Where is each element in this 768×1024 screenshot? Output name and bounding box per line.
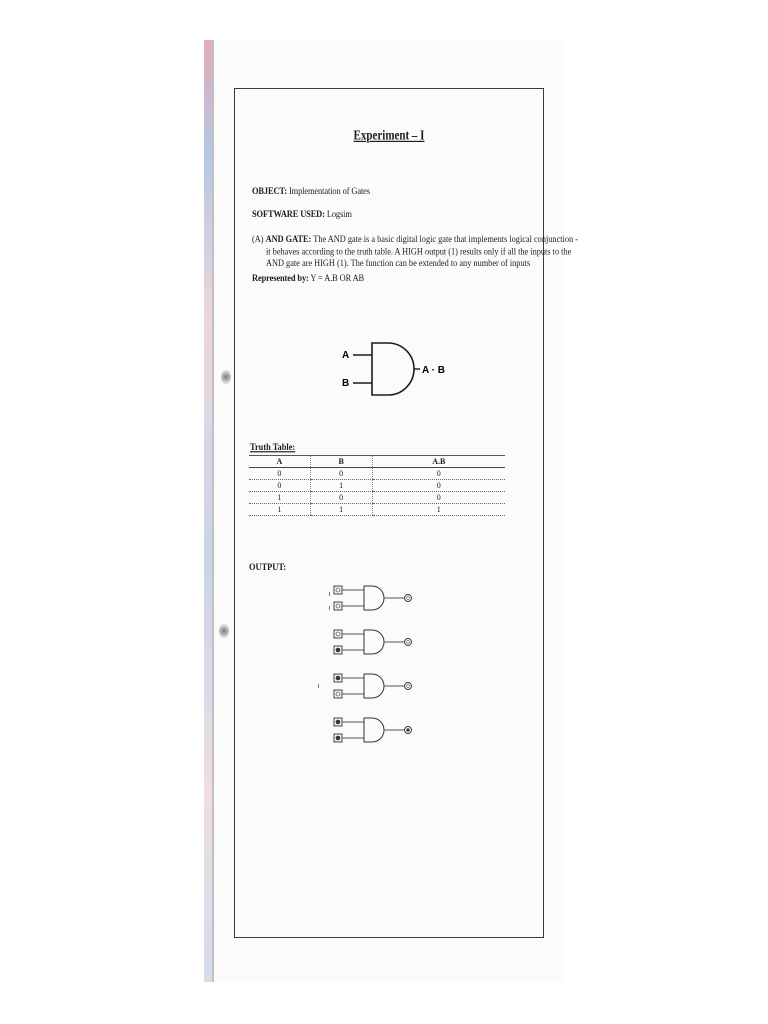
cell-a: 0 — [249, 468, 310, 480]
input-pin — [334, 630, 342, 638]
table-row — [249, 492, 505, 504]
software-label: SOFTWARE USED: — [252, 209, 325, 220]
experiment-title: Experiment – I — [353, 128, 425, 144]
cell-b: 1 — [310, 480, 372, 492]
cell-ab: 1 — [372, 504, 505, 516]
input-pin — [334, 602, 342, 610]
header-a: A — [249, 456, 310, 468]
cell-a: 1 — [249, 504, 310, 516]
cell-ab: 0 — [372, 492, 505, 504]
cell-ab: 0 — [372, 468, 505, 480]
binder-strip — [204, 40, 212, 982]
and-gate-symbol — [336, 338, 452, 400]
header-ab: A.B — [372, 456, 505, 468]
header-b: B — [310, 456, 372, 468]
logisim-circuit — [334, 630, 412, 654]
represented-value: Y = A.B OR AB — [310, 273, 365, 284]
output-pin-state — [407, 729, 410, 732]
and-prefix: (A) — [252, 234, 264, 245]
cell-a: 0 — [249, 480, 310, 492]
logisim-circuit — [334, 674, 412, 698]
object-value: Implementation of Gates — [288, 186, 370, 197]
and-desc-line3: AND gate are HIGH (1). The function can be extended to any number of inputs — [266, 258, 531, 269]
represented-label: Represented by: — [252, 273, 309, 284]
gate-output-label: A · B — [422, 365, 445, 376]
truth-table — [249, 455, 505, 516]
truth-table-header-row — [249, 456, 505, 468]
logisim-circuit — [334, 718, 412, 742]
input-pin — [334, 690, 342, 698]
object-line — [252, 185, 370, 198]
input-pin-state — [336, 736, 340, 740]
output-circuits — [324, 584, 434, 754]
cell-b: 1 — [310, 504, 372, 516]
cell-b: 0 — [310, 492, 372, 504]
table-row — [249, 480, 505, 492]
represented-line — [252, 272, 364, 285]
cell-ab: 0 — [372, 480, 505, 492]
cell-b: 0 — [310, 468, 372, 480]
and-gate — [364, 674, 384, 698]
punch-hole-bottom — [219, 624, 229, 638]
and-gate-body — [372, 343, 414, 395]
and-gate — [364, 586, 384, 610]
and-desc-line2: it behaves according to the truth table. A HIGH output (1) results only if all the inputs to the — [266, 246, 572, 257]
table-row — [249, 504, 505, 516]
output-title: OUTPUT: — [249, 562, 287, 573]
logisim-circuit — [334, 586, 412, 610]
scan-mark — [318, 684, 319, 688]
truth-table-title: Truth Table: — [250, 442, 296, 453]
output-pin — [405, 639, 412, 646]
software-line — [252, 208, 352, 221]
input-pin-state — [336, 720, 340, 724]
and-gate — [364, 718, 384, 742]
output-pin — [405, 683, 412, 690]
input-pin — [334, 586, 342, 594]
and-gate-paragraph — [252, 234, 579, 270]
gate-input-a-label: A — [342, 350, 350, 361]
object-label: OBJECT: — [252, 186, 287, 197]
scan-mark — [329, 606, 330, 610]
cell-a: 1 — [249, 492, 310, 504]
software-value: Logsim — [326, 209, 352, 220]
and-desc-line1: The AND gate is a basic digital logic gate that implements logical conjunction - — [313, 234, 579, 245]
punch-hole-top — [221, 370, 231, 384]
output-pin — [405, 595, 412, 602]
and-gate — [364, 630, 384, 654]
scan-mark — [329, 592, 330, 596]
input-pin-state — [336, 648, 340, 652]
table-row — [249, 468, 505, 480]
input-pin-state — [336, 676, 340, 680]
gate-input-b-label: B — [342, 378, 350, 389]
and-gate-label: AND GATE: — [265, 234, 312, 245]
